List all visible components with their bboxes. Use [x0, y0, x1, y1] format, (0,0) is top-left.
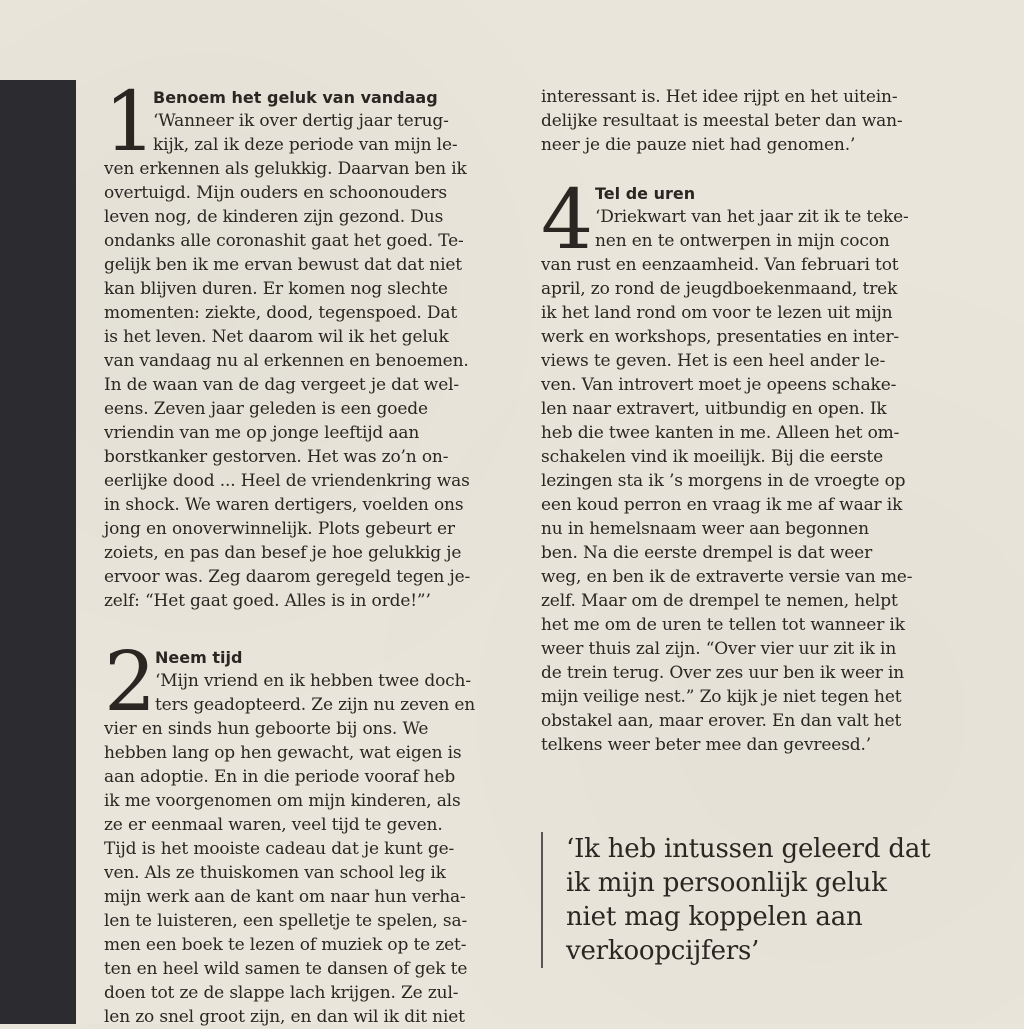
text-line: het me om de uren te tellen tot wanneer ik [541, 615, 905, 635]
text-line: heb die twee kanten in me. Alleen het om- [541, 423, 900, 443]
pull-quote-line: niet mag koppelen aan [566, 902, 863, 932]
text-line: telkens weer beter mee dan gevreesd.’ [541, 735, 872, 755]
text-line: ‘Wanneer ik over dertig jaar terug- [153, 111, 449, 131]
text-line: leven nog, de kinderen zijn gezond. Dus [104, 207, 444, 227]
text-line: doen tot ze de slappe lach krijgen. Ze zul- [104, 983, 459, 1003]
text-line: een koud perron en vraag ik me af waar ik [541, 495, 903, 515]
text-line: overtuigd. Mijn ouders en schoonouders [104, 183, 447, 203]
text-line: nen en te ontwerpen in mijn cocon [595, 231, 890, 251]
text-line: borstkanker gestorven. Het was zo’n on- [104, 447, 449, 467]
pull-quote-line: ik mijn persoonlijk geluk [566, 868, 887, 898]
text-line: delijke resultaat is meestal beter dan wan- [541, 111, 903, 131]
text-line: werk en workshops, presentaties en inter- [541, 327, 900, 347]
text-line: vier en sinds hun geboorte bij ons. We [104, 719, 429, 739]
text-line: views te geven. Het is een heel ander le- [541, 351, 886, 371]
text-line: ‘Driekwart van het jaar zit ik te teke- [595, 207, 909, 227]
text-line: van rust en eenzaamheid. Van februari tot [541, 255, 899, 275]
text-line: kan blijven duren. Er komen nog slechte [104, 279, 448, 299]
text-line: vriendin van me op jonge leeftijd aan [104, 423, 420, 443]
text-line: len zo snel groot zijn, en dan wil ik dit niet [104, 1007, 465, 1027]
text-line: in shock. We waren dertigers, voelden ons [104, 495, 464, 515]
text-line: hebben lang op hen gewacht, wat eigen is [104, 743, 462, 763]
pull-quote-rule [541, 832, 543, 968]
text-line: weg, en ben ik de extraverte versie van me- [541, 567, 913, 587]
text-line: nu in hemelsnaam weer aan begonnen [541, 519, 869, 539]
text-line: mijn veilige nest.” Zo kijk je niet tegen het [541, 687, 902, 707]
text-line: lezingen sta ik ’s morgens in de vroegte op [541, 471, 906, 491]
text-line: neer je die pauze niet had genomen.’ [541, 135, 856, 155]
text-line: zoiets, en pas dan besef je hoe gelukkig je [104, 543, 462, 563]
text-line: jong en onoverwinnelijk. Plots gebeurt er [104, 519, 455, 539]
text-line: zelf. Maar om de drempel te nemen, helpt [541, 591, 898, 611]
text-line: aan adoptie. En in die periode vooraf heb [104, 767, 456, 787]
text-line: ven erkennen als gelukkig. Daarvan ben ik [104, 159, 467, 179]
pull-quote-line: ‘Ik heb intussen geleerd dat [566, 834, 931, 864]
text-line: In de waan van de dag vergeet je dat wel- [104, 375, 459, 395]
text-line: ben. Na die eerste drempel is dat weer [541, 543, 873, 563]
text-line: ik me voorgenomen om mijn kinderen, als [104, 791, 461, 811]
text-line: len naar extravert, uitbundig en open. Ik [541, 399, 887, 419]
text-line: men een boek te lezen of muziek op te zet- [104, 935, 467, 955]
text-line: interessant is. Het idee rijpt en het uitein- [541, 87, 898, 107]
section-2-heading: Neem tijd [155, 648, 243, 667]
text-line: de trein terug. Over zes uur ben ik weer in [541, 663, 905, 683]
text-line: Tijd is het mooiste cadeau dat je kunt ge- [104, 839, 455, 859]
text-line: eens. Zeven jaar geleden is een goede [104, 399, 428, 419]
text-line: eerlijke dood ... Heel de vriendenkring was [104, 471, 470, 491]
text-line: ven. Van introvert moet je opeens schake- [541, 375, 897, 395]
text-line: ‘Mijn vriend en ik hebben twee doch- [155, 671, 471, 691]
text-line: ze er eenmaal waren, veel tijd te geven. [104, 815, 443, 835]
text-line: kijk, zal ik deze periode van mijn le- [153, 135, 458, 155]
text-line: gelijk ben ik me ervan bewust dat dat niet [104, 255, 462, 275]
pull-quote-line: verkoopcijfers’ [566, 936, 760, 966]
text-line: zelf: “Het gaat goed. Alles is in orde!”’ [104, 591, 431, 611]
text-line: ervoor was. Zeg daarom geregeld tegen je- [104, 567, 471, 587]
dropcap-2: 2 [104, 635, 157, 730]
text-line: schakelen vind ik moeilijk. Bij die eerste [541, 447, 884, 467]
text-line: ondanks alle coronashit gaat het goed. Te- [104, 231, 464, 251]
text-line: momenten: ziekte, dood, tegenspoed. Dat [104, 303, 458, 323]
section-4-heading: Tel de uren [595, 184, 696, 203]
text-line: mijn werk aan de kant om naar hun verha- [104, 887, 466, 907]
text-line: len te luisteren, een spelletje te spelen, sa- [104, 911, 468, 931]
pull-quote [566, 832, 966, 968]
text-line: ters geadopteerd. Ze zijn nu zeven en [155, 695, 476, 715]
dropcap-4: 4 [541, 173, 594, 268]
section-1-heading: Benoem het geluk van vandaag [153, 88, 438, 107]
text-line: weer thuis zal zijn. “Over vier uur zit ik in [541, 639, 897, 659]
text-line: ik het land rond om voor te lezen uit mijn [541, 303, 893, 323]
dark-margin-band [0, 80, 76, 1024]
text-line: ten en heel wild samen te dansen of gek te [104, 959, 468, 979]
dropcap-1: 1 [104, 75, 157, 170]
text-line: is het leven. Net daarom wil ik het geluk [104, 327, 449, 347]
text-line: obstakel aan, maar erover. En dan valt het [541, 711, 902, 731]
text-line: van vandaag nu al erkennen en benoemen. [104, 351, 469, 371]
text-line: april, zo rond de jeugdboekenmaand, trek [541, 279, 898, 299]
text-line: ven. Als ze thuiskomen van school leg ik [104, 863, 446, 883]
